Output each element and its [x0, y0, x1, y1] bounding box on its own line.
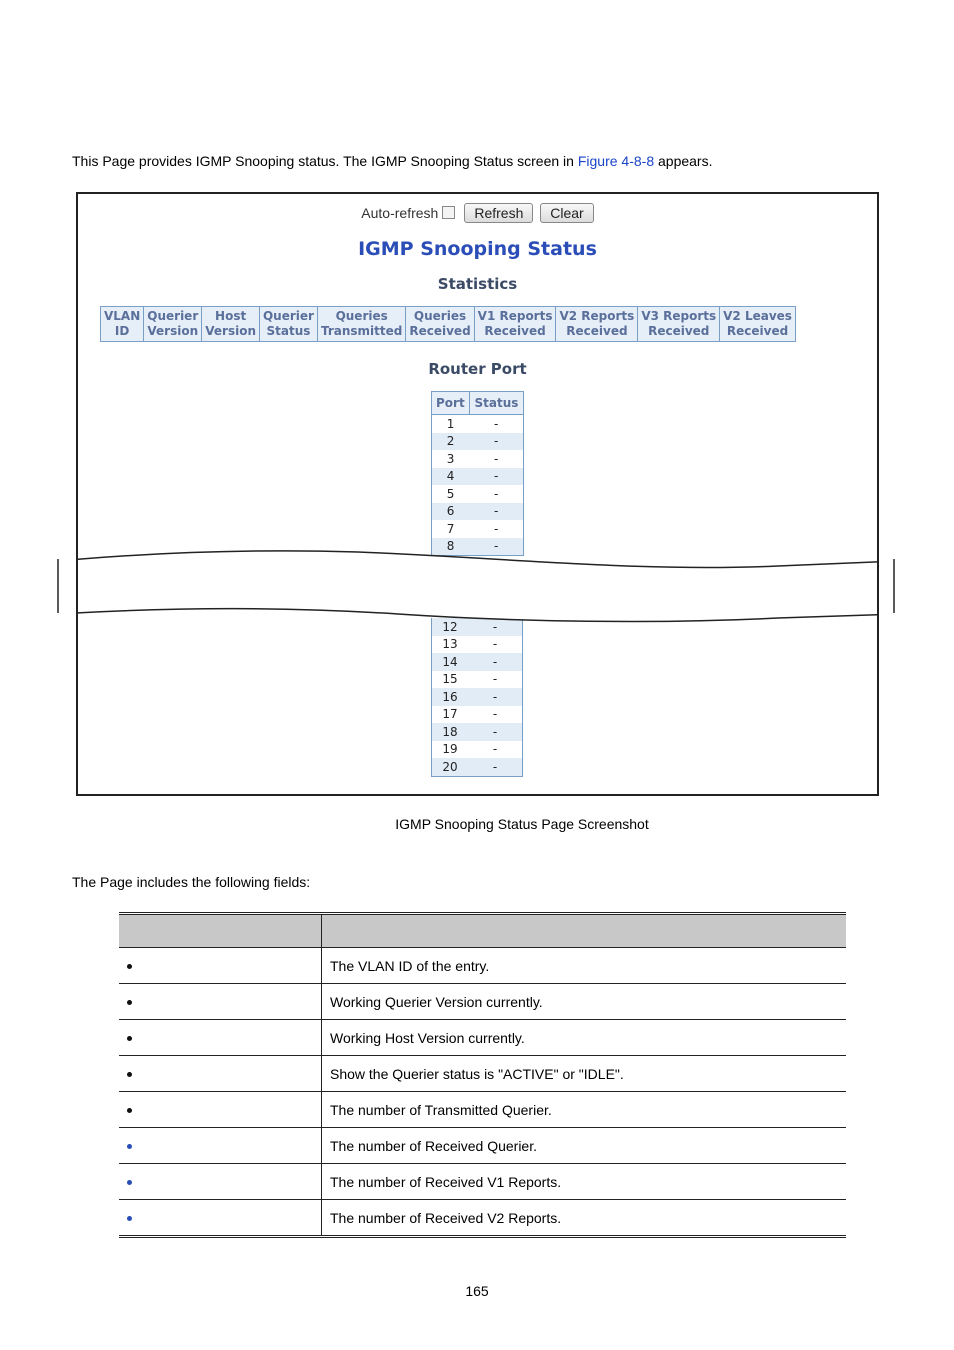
field-description: Working Host Version currently.: [322, 1020, 847, 1056]
field-object-cell: [119, 1056, 322, 1092]
bullet-icon: [127, 1216, 132, 1221]
port-status: -: [468, 653, 523, 671]
port-status: -: [469, 468, 524, 486]
auto-refresh-label: Auto-refresh: [361, 205, 439, 221]
statistics-col-header-line: V3 Reports: [641, 309, 717, 323]
port-number: 14: [432, 653, 469, 671]
port-number: 19: [442, 742, 458, 757]
page-break-edges: [56, 548, 898, 628]
bullet-icon: [127, 1036, 132, 1041]
port-number: 12: [432, 618, 469, 636]
statistics-heading: Statistics: [437, 275, 518, 293]
fields-header-object: [119, 914, 322, 948]
statistics-col-header-line: Transmitted: [320, 324, 403, 338]
field-row: [119, 1020, 846, 1056]
statistics-col-header-line: Received: [409, 324, 471, 338]
port-number: 1: [446, 416, 455, 431]
bullet-icon: [127, 964, 132, 969]
bullet-icon: [127, 1108, 132, 1113]
port-number: 13: [442, 637, 458, 652]
port-number: 2: [432, 433, 470, 451]
clear-button[interactable]: Clear: [540, 203, 593, 223]
bullet-icon: [127, 1144, 132, 1149]
page-number: 165: [465, 1283, 489, 1299]
intro-text: This Page provides IGMP Snooping status. The IGMP Snooping Status screen in: [72, 153, 578, 169]
refresh-button[interactable]: Refresh: [464, 203, 533, 223]
statistics-col-header-line: Version: [205, 324, 256, 338]
port-status: -: [492, 637, 498, 652]
bullet-icon: [127, 1180, 132, 1185]
fields-header-description: [322, 914, 847, 948]
statistics-col-header-line: Version: [147, 324, 199, 338]
intro-text-end: appears.: [654, 153, 713, 169]
field-row: [119, 948, 846, 984]
port-status: -: [494, 486, 499, 501]
port-status: -: [468, 723, 523, 741]
field-object-cell: [119, 1128, 322, 1164]
router-port-col-status: Status: [469, 392, 524, 415]
port-status: -: [494, 521, 499, 536]
statistics-col-header-line: ID: [114, 324, 130, 338]
field-object-cell: [119, 984, 322, 1020]
port-status: -: [494, 416, 499, 431]
field-description: Working Querier Version currently.: [322, 984, 847, 1020]
port-status: -: [492, 742, 498, 757]
port-number: 8: [432, 538, 470, 556]
router-port-col-port: Port: [432, 392, 470, 415]
field-row: [119, 984, 846, 1020]
field-row: [119, 1092, 846, 1128]
port-status: -: [468, 758, 523, 776]
field-description: The number of Received Querier.: [322, 1128, 847, 1164]
field-row: [119, 1128, 846, 1164]
port-number: 3: [446, 451, 455, 466]
port-number: 18: [432, 723, 469, 741]
statistics-col-header-line: V2 Leaves: [723, 309, 792, 323]
port-number: 7: [446, 521, 455, 536]
page-break-illustration: [78, 194, 877, 794]
field-description: Show the Querier status is "ACTIVE" or "IDLE".: [322, 1056, 847, 1092]
port-number: 15: [442, 672, 458, 687]
port-number: 6: [432, 503, 470, 521]
statistics-col-header-line: Querier: [262, 309, 314, 323]
statistics-col-header-line: Received: [566, 324, 628, 338]
statistics-col-header-line: Querier: [147, 309, 199, 323]
port-number: 4: [432, 468, 470, 486]
field-object-cell: [119, 1092, 322, 1128]
port-number: 5: [446, 486, 455, 501]
figure-caption: IGMP Snooping Status Page Screenshot: [395, 816, 649, 832]
intro-paragraph: [72, 153, 712, 169]
statistics-col-header-line: V1 Reports: [477, 309, 553, 323]
field-row: [119, 1200, 846, 1237]
port-status: -: [468, 618, 523, 636]
port-status: -: [468, 688, 523, 706]
port-status: -: [469, 503, 524, 521]
bullet-icon: [127, 1000, 132, 1005]
port-number: 20: [432, 758, 469, 776]
field-description: The number of Received V1 Reports.: [322, 1164, 847, 1200]
port-status: -: [494, 451, 499, 466]
fields-header-row: [119, 914, 846, 948]
field-description: The VLAN ID of the entry.: [322, 948, 847, 984]
statistics-col-header-line: Queries: [335, 309, 388, 323]
port-status: -: [492, 707, 498, 722]
page-title: IGMP Snooping Status: [358, 238, 597, 260]
field-row: [119, 1164, 846, 1200]
statistics-col-header-line: Status: [266, 324, 311, 338]
screenshot-frame: [76, 192, 879, 796]
port-status: -: [469, 433, 524, 451]
field-object-cell: [119, 948, 322, 984]
statistics-col-header-line: Queries: [413, 309, 467, 323]
bullet-icon: [127, 1072, 132, 1077]
port-number: 16: [432, 688, 469, 706]
fields-table: [119, 912, 846, 1238]
field-object-cell: [119, 1020, 322, 1056]
statistics-col-header-line: VLAN: [104, 309, 141, 323]
field-description: The number of Transmitted Querier.: [322, 1092, 847, 1128]
statistics-col-header-line: V2 Reports: [559, 309, 635, 323]
port-status: -: [492, 672, 498, 687]
field-row: [119, 1056, 846, 1092]
statistics-col-header-line: Received: [726, 324, 789, 338]
fields-intro: The Page includes the following fields:: [72, 874, 311, 890]
field-description: The number of Received V2 Reports.: [322, 1200, 847, 1237]
port-number: 17: [442, 707, 458, 722]
statistics-col-header-line: Received: [648, 324, 710, 338]
field-object-cell: [119, 1200, 322, 1237]
figure-link[interactable]: Figure 4-8-8: [577, 153, 655, 169]
router-port-heading: Router Port: [428, 360, 527, 378]
statistics-col-header-line: Host: [215, 309, 247, 323]
field-object-cell: [119, 1164, 322, 1200]
statistics-col-header-line: Received: [484, 324, 546, 338]
port-status: -: [469, 538, 524, 556]
